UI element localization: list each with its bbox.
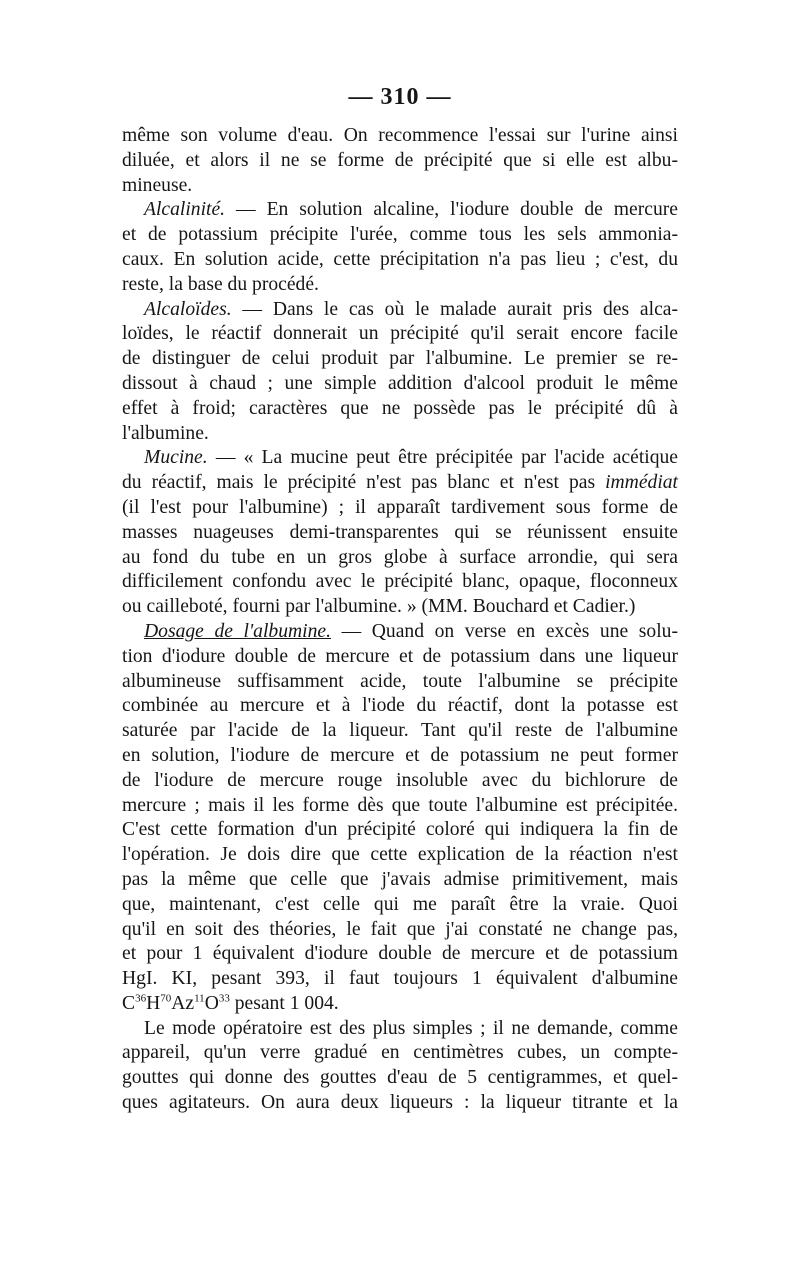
text-line xyxy=(122,446,678,471)
text-line xyxy=(122,422,678,447)
text-line xyxy=(122,620,678,645)
line-text: effet à froid; caractères que ne possède pas le précipité dû à xyxy=(122,397,678,419)
line-text: — Quand on verse en excès une solu- xyxy=(331,620,678,642)
text-line xyxy=(122,744,678,769)
text-line xyxy=(122,670,678,695)
line-text: pesant 1 004. xyxy=(229,992,339,1014)
text-line xyxy=(122,273,678,298)
text-line xyxy=(122,893,678,918)
text-line xyxy=(122,471,678,496)
formula-element: Az xyxy=(171,992,195,1014)
line-text: appareil, qu'un verre gradué en centimètres cubes, un compte- xyxy=(122,1042,678,1064)
line-text: (il l'est pour l'albumine) ; il apparaît tardivement sous forme de xyxy=(122,496,678,518)
line-text: et pour 1 équivalent d'iodure double de mercure et de potassium xyxy=(122,943,678,965)
text-line xyxy=(122,149,678,174)
line-text: pas la même que celle que j'avais admise primitivement, mais xyxy=(122,868,678,890)
line-text: du réactif, mais le précipité n'est pas blanc et n'est pas xyxy=(122,472,606,494)
line-text: de l'iodure de mercure rouge insoluble avec du bichlorure de xyxy=(122,769,678,791)
line-text: diluée, et alors il ne se forme de précipité que si elle est albu- xyxy=(122,149,678,171)
text-line xyxy=(122,918,678,943)
formula-subscript: 11 xyxy=(194,992,205,1005)
line-text: C'est cette formation d'un précipité coloré qui indiquera la fin de xyxy=(122,819,678,841)
line-text: — « La mucine peut être précipitée par l'acide acétique xyxy=(207,447,678,469)
line-text: ques agitateurs. On aura deux liqueurs : la liqueur titrante et la xyxy=(122,1092,678,1114)
line-text: gouttes qui donne des gouttes d'eau de 5 centigrammes, et quel- xyxy=(122,1067,678,1089)
text-line xyxy=(122,992,678,1017)
line-text: caux. En solution acide, cette précipitation n'a pas lieu ; c'est, du xyxy=(122,248,678,270)
line-text: — Dans le cas où le malade aurait pris des alca- xyxy=(231,298,678,320)
text-line xyxy=(122,521,678,546)
line-text: l'opération. Je dois dire que cette explication de la réaction n'est xyxy=(122,844,678,866)
text-line xyxy=(122,248,678,273)
text-line xyxy=(122,645,678,670)
text-line xyxy=(122,719,678,744)
section-heading: Alcaloïdes. xyxy=(144,298,232,320)
line-text: reste, la base du procédé. xyxy=(122,273,319,295)
text-line xyxy=(122,942,678,967)
text-line xyxy=(122,1091,678,1116)
line-text: même son volume d'eau. On recommence l'essai sur l'urine ainsi xyxy=(122,125,678,146)
section-heading: Mucine. xyxy=(144,447,208,469)
line-text: ou cailleboté, fourni par l'albumine. » (MM. Bouchard et Cadier.) xyxy=(122,596,636,618)
line-text: de distinguer de celui produit par l'albumine. Le premier se re- xyxy=(122,348,678,370)
line-text: en solution, l'iodure de mercure et de potassium ne peut former xyxy=(122,744,678,766)
text-line xyxy=(122,223,678,248)
line-text: loïdes, le réactif donnerait un précipité qu'il serait encore facile xyxy=(122,323,678,345)
text-line xyxy=(122,868,678,893)
text-line xyxy=(122,1041,678,1066)
text-line xyxy=(122,124,678,149)
page-number: — 310 — xyxy=(348,84,452,110)
text-line xyxy=(122,496,678,521)
line-text: tion d'iodure double de mercure et de potassium dans une liqueur xyxy=(122,645,678,667)
formula-subscript: 36 xyxy=(135,992,147,1005)
line-text: qu'il en soit des théories, le fait que j'ai constaté ne change pas, xyxy=(122,918,678,940)
text-line xyxy=(122,1017,678,1042)
line-text: combinée au mercure et à l'iode du réactif, dont la potasse est xyxy=(122,695,678,717)
line-text: dissout à chaud ; une simple addition d'alcool produit le même xyxy=(122,372,678,394)
line-text: l'albumine. xyxy=(122,422,209,444)
formula-subscript: 70 xyxy=(160,992,172,1005)
line-text: et de potassium précipite l'urée, comme tous les sels ammonia- xyxy=(122,224,678,246)
line-text: difficilement confondu avec le précipité blanc, opaque, floconneux xyxy=(122,571,678,593)
formula-element: C xyxy=(122,992,136,1014)
line-text: saturée par l'acide de la liqueur. Tant qu'il reste de l'albumine xyxy=(122,720,678,742)
formula-element: H xyxy=(146,992,161,1014)
text-line xyxy=(122,570,678,595)
text-line xyxy=(122,347,678,372)
line-text: mercure ; mais il les forme dès que toute l'albumine est précipitée. xyxy=(122,794,678,816)
line-text: que, maintenant, c'est celle qui me paraît être la vraie. Quoi xyxy=(122,893,678,915)
text-line xyxy=(122,322,678,347)
text-line xyxy=(122,769,678,794)
body-text xyxy=(122,124,678,1116)
text-line xyxy=(122,298,678,323)
text-line xyxy=(122,818,678,843)
text-line xyxy=(122,546,678,571)
text-line xyxy=(122,1066,678,1091)
text-line xyxy=(122,694,678,719)
line-text: Le mode opératoire est des plus simples ; il ne demande, comme xyxy=(144,1017,678,1039)
text-line xyxy=(122,595,678,620)
emphasized-word: immédiat xyxy=(605,472,678,494)
formula-element: O xyxy=(204,992,219,1014)
line-text: HgI. KI, pesant 393, il faut toujours 1 équivalent d'albumine xyxy=(122,968,678,990)
text-line xyxy=(122,794,678,819)
text-line xyxy=(122,967,678,992)
section-heading: Alcalinité. xyxy=(144,199,226,221)
section-heading: Dosage de l'albumine. xyxy=(144,620,331,642)
line-text: masses nuageuses demi-transparentes qui se réunissent ensuite xyxy=(122,521,678,543)
chemical-formula xyxy=(122,993,230,1014)
text-line xyxy=(122,843,678,868)
text-line xyxy=(122,198,678,223)
line-text: — En solution alcaline, l'iodure double de mercure xyxy=(225,199,678,221)
text-line xyxy=(122,174,678,199)
text-line xyxy=(122,397,678,422)
line-text: albumineuse suffisamment acide, toute l'albumine se précipite xyxy=(122,670,678,692)
line-text: au fond du tube en un gros globe à surface arrondie, qui sera xyxy=(122,546,678,568)
formula-subscript: 33 xyxy=(218,992,230,1005)
text-line xyxy=(122,372,678,397)
line-text: mineuse. xyxy=(122,174,193,196)
